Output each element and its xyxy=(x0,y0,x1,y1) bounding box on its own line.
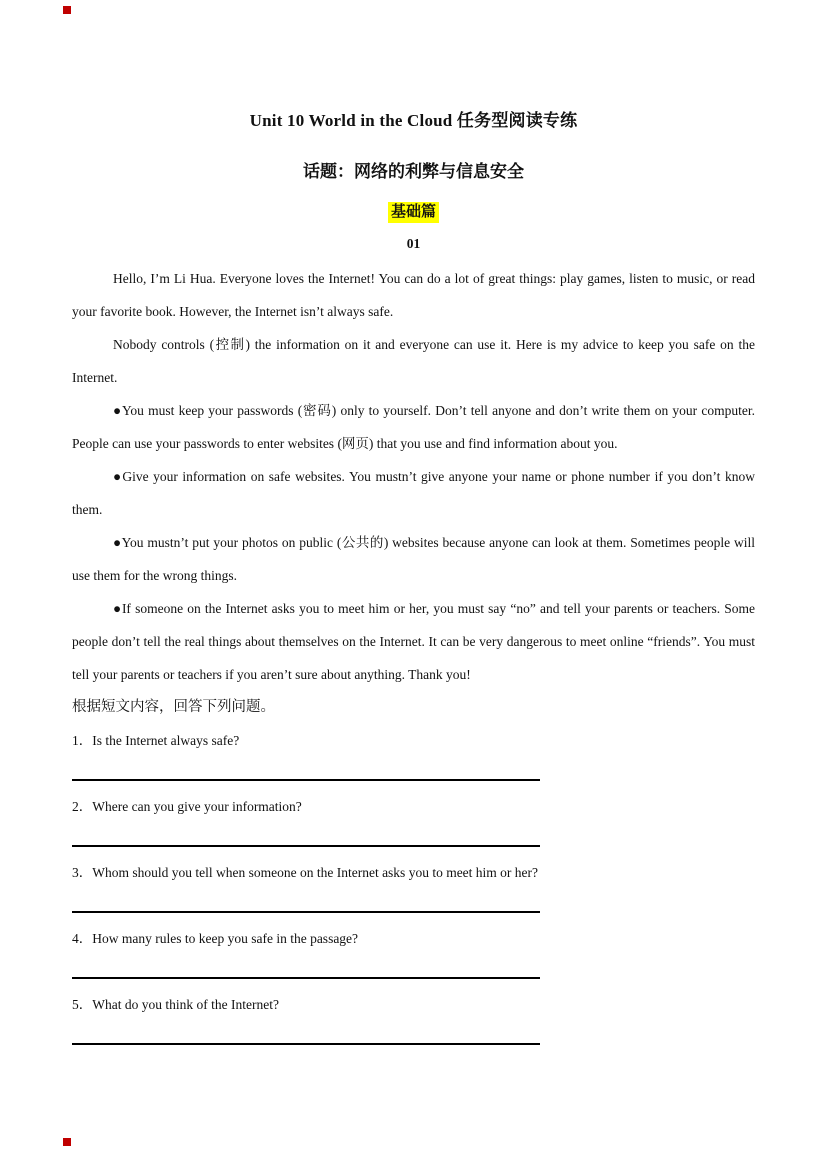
answer-blank-line xyxy=(72,1021,755,1054)
answer-rule xyxy=(72,1043,540,1045)
question-text: Where can you give your information? xyxy=(92,799,302,814)
topic-title: 话题：网络的利弊与信息安全 xyxy=(303,162,524,181)
passage-paragraph: ●You mustn’t put your photos on public (公共的) websites because anyone can look at them. Sometimes people will use them for the wrong things. xyxy=(72,535,755,583)
exercise-number: 01 xyxy=(406,236,421,251)
question-item xyxy=(72,724,755,757)
section-badge-row xyxy=(72,202,755,223)
question-item xyxy=(72,790,755,823)
question-text: What do you think of the Internet? xyxy=(92,997,279,1012)
answer-blank-line xyxy=(72,955,755,988)
passage-paragraph: Nobody controls (控制) the information on it and everyone can use it. Here is my advice to keep you safe on the Internet. xyxy=(72,337,755,385)
passage-paragraph: ●If someone on the Internet asks you to meet him or her, you must say “no” and tell your parents or teachers. Some people don’t tell the real things about themselves on the Internet. It can be very dangerous to meet online “friends”. You must tell your parents or teachers if you aren’t sure about anything. Thank you! xyxy=(72,601,755,682)
red-corner-mark-top xyxy=(63,6,71,14)
answer-blank-line xyxy=(72,757,755,790)
question-item xyxy=(72,856,755,889)
question-number: 4． xyxy=(72,931,93,946)
reading-passage xyxy=(72,262,755,691)
page-title: Unit 10 World in the Cloud 任务型阅读专练 xyxy=(249,111,578,130)
question-text: How many rules to keep you safe in the passage? xyxy=(92,931,359,946)
answer-rule xyxy=(72,977,540,979)
answer-rule xyxy=(72,911,540,913)
section-badge: 基础篇 xyxy=(388,202,439,223)
question-item xyxy=(72,988,755,1021)
question-number: 1． xyxy=(72,733,93,748)
question-item xyxy=(72,922,755,955)
passage-paragraph: Hello, I’m Li Hua. Everyone loves the Internet! You can do a lot of great things: play games, listen to music, or read your favorite book. However, the Internet isn’t always safe. xyxy=(72,271,755,319)
passage-paragraph: ●You must keep your passwords (密码) only to yourself. Don’t tell anyone and don’t write them on your computer. People can use your passwords to enter websites (网页) that you use and find information about you. xyxy=(72,403,755,451)
question-number: 3． xyxy=(72,865,93,880)
answer-rule xyxy=(72,779,540,781)
question-number: 2． xyxy=(72,799,93,814)
questions-section xyxy=(72,724,755,1054)
answer-rule xyxy=(72,845,540,847)
instructions-text: 根据短文内容，回答下列问题。 xyxy=(72,699,275,715)
passage-paragraph: ●Give your information on safe websites. You mustn’t give anyone your name or phone number if you don’t know them. xyxy=(72,469,755,517)
question-text: Is the Internet always safe? xyxy=(92,733,240,748)
answer-blank-line xyxy=(72,823,755,856)
question-text: Whom should you tell when someone on the Internet asks you to meet him or her? xyxy=(92,865,539,880)
question-number: 5． xyxy=(72,997,93,1012)
answer-blank-line xyxy=(72,889,755,922)
red-corner-mark-bottom xyxy=(63,1138,71,1146)
